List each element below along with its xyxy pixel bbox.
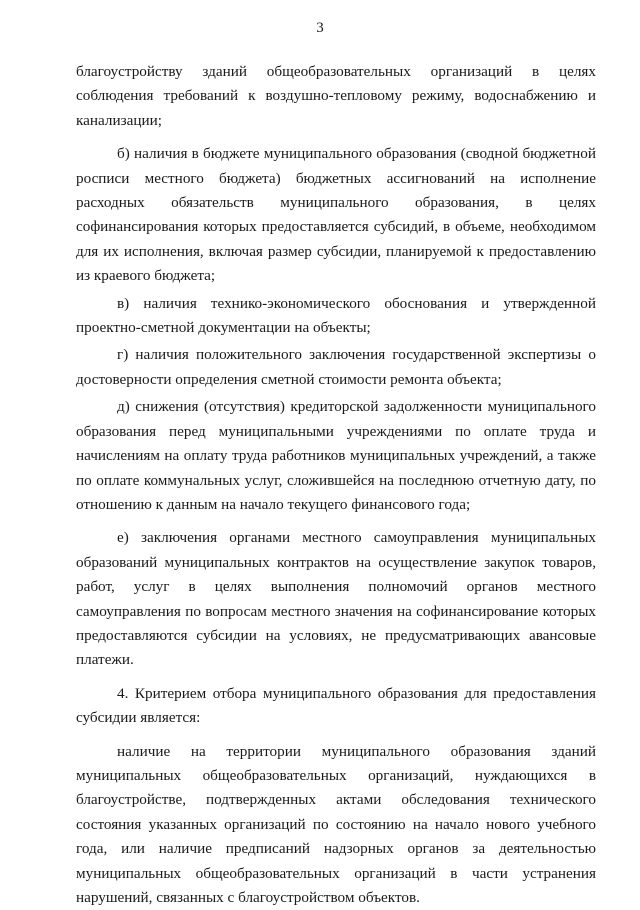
paragraph-item-e: е) заключения органами местного самоуправления муниципальных образований муниципальных контрактов на осуществление закупок товаров, работ, услуг в целях выполнения полномочий органов местного самоуправления по вопросам местного значения на софинансирование которых предоставляются субсидии на условиях, не предусматривающих авансовые платежи. <box>76 529 596 669</box>
paragraph-item-g: г) наличия положительного заключения государственной экспертизы о достоверности определения сметной стоимости ремонта объекта; <box>76 346 596 388</box>
paragraph-item-v: в) наличия технико-экономического обоснования и утвержденной проектно-сметной документации на объекты; <box>76 294 596 337</box>
page-number: 3 <box>316 20 324 36</box>
paragraph-section-4: 4. Критерием отбора муниципального образования для предоставления субсидии является: <box>76 684 596 727</box>
paragraph-item-b: б) наличия в бюджете муниципального образования (сводной бюджетной росписи местного бюджета) бюджетных ассигнований на исполнение расходных обязательств муниципального образования, в целях софинансирования которых предоставляется субсидий, в объеме, необходимом для их исполнения, включая размер субсидии, планируемой к предоставлению из краевого бюджета; <box>76 145 596 285</box>
paragraph-item-d: д) снижения (отсутствия) кредиторской задолженности муниципального образования перед муниципальными учреждениями по оплате труда и начислениям на оплату труда работников муниципальных учреждений, а также по оплате коммунальных услуг, сложившейся на последнюю отчетную дату, по отношению к данным на начало текущего финансового года; <box>76 398 596 513</box>
paragraph-continuation: благоустройству зданий общеобразовательных организаций в целях соблюдения требований к воздушно-тепловому режиму, водоснабжению и канализации; <box>76 63 596 129</box>
document-body <box>76 60 596 910</box>
paragraph-criterion: наличие на территории муниципального образования зданий муниципальных общеобразовательных организаций, нуждающихся в благоустройстве, подтвержденных актами обследования технического состояния указанных организаций по состоянию на начало нового учебного года, или наличие предписаний надзорных органов за деятельностью муниципальных общеобразовательных организаций в части устранения нарушений, связанных с благоустройством объектов. <box>76 742 596 906</box>
